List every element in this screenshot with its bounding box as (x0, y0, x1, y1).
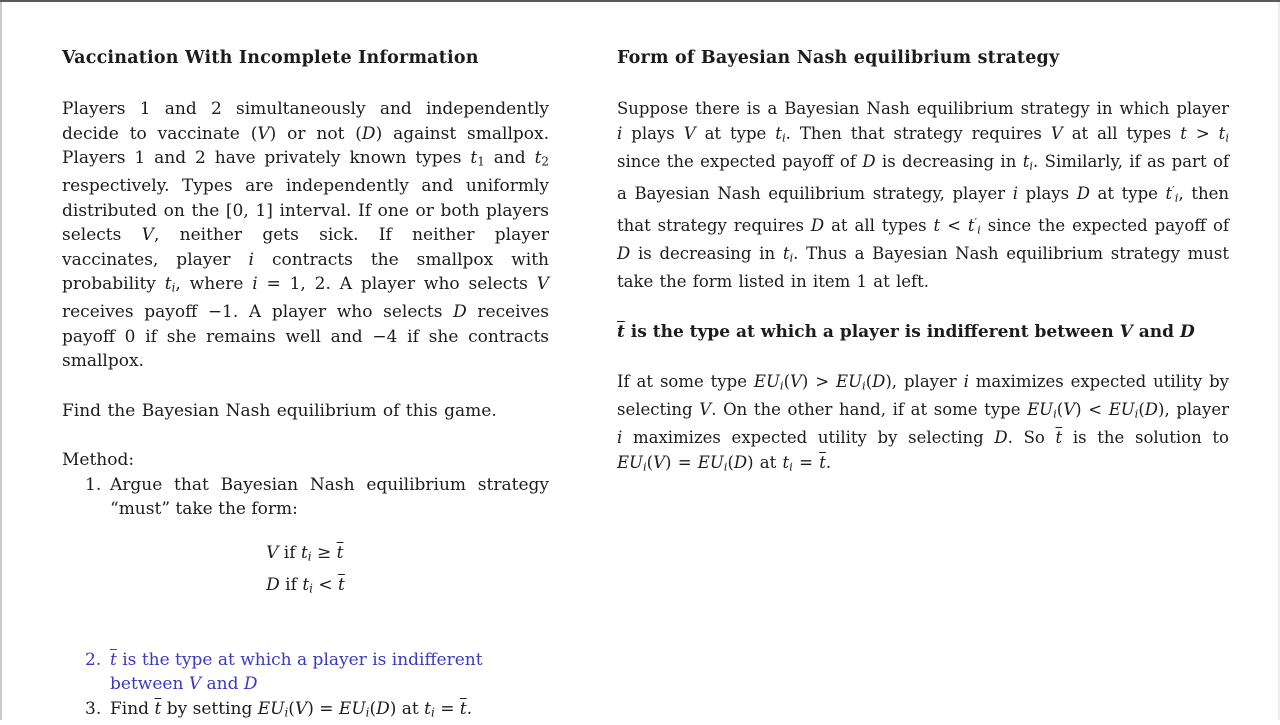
text-run: receives payoff −1. A player who selects (62, 302, 454, 323)
solution-paragraph (617, 370, 1229, 479)
text-run: plays (1018, 183, 1077, 203)
text-run: If at some type (617, 372, 754, 392)
item-number: 2. (85, 649, 102, 670)
text-run: D (1076, 183, 1090, 203)
text-run: if (279, 575, 303, 596)
text-run: i (307, 549, 312, 564)
setup-paragraph (62, 97, 549, 374)
text-run: Find (110, 698, 155, 719)
text-run: t (164, 274, 172, 295)
method-item-2 (62, 648, 549, 697)
text-run: and (201, 674, 244, 695)
text-run: ) < (1075, 400, 1109, 420)
text-run: V (141, 225, 154, 246)
text-run: D (453, 302, 467, 323)
text-run: ) at (747, 452, 783, 472)
text-run: 1 (477, 154, 485, 169)
text-run: ) against smallpox. Players 1 and 2 have privately known types (62, 123, 549, 168)
item-text (110, 473, 549, 522)
text-run: t (470, 148, 478, 168)
text-run: i (1012, 183, 1018, 203)
text-run: = (434, 698, 460, 719)
text-run: ′ (1172, 182, 1175, 197)
text-run: ( (646, 452, 654, 472)
text-run: i (252, 274, 258, 295)
method-item-1 (62, 473, 549, 522)
task-paragraph (62, 399, 549, 424)
text-run: i (1053, 406, 1057, 421)
text-run: EU (753, 372, 780, 392)
text-run: = (792, 452, 820, 472)
text-run: Players 1 and 2 simultaneously and independently decide to vaccinate ( (62, 99, 549, 144)
text-run: maximizes expected utility by selecting (622, 428, 995, 448)
text-run: D (733, 452, 748, 472)
text-run: ( (369, 698, 377, 719)
text-run: D (361, 123, 376, 144)
text-run: < (940, 215, 968, 235)
text-run: EU (836, 372, 862, 392)
text-run: if (278, 542, 301, 563)
text-run: ) at (389, 698, 425, 719)
text-run: i (171, 280, 176, 295)
text-run: , where (175, 274, 253, 295)
text-run: i (789, 250, 794, 265)
text-run: is the solution to (1062, 428, 1229, 448)
left-title: Vaccination With Incomplete Information (62, 48, 479, 68)
text-run: D (872, 372, 886, 392)
text-run: $\overline{t}$ (1055, 428, 1063, 448)
item-text (110, 697, 549, 725)
text-run: V (683, 123, 696, 143)
text-run: EU (1027, 400, 1054, 420)
text-run: D (376, 698, 390, 719)
text-run: and (1132, 321, 1180, 342)
text-run: . (466, 698, 473, 719)
text-run: Argue that Bayesian Nash equilibrium strategy “must” take the form: (110, 474, 549, 520)
text-run: D (1179, 321, 1195, 342)
text-run: D (862, 151, 876, 171)
text-run: contracts the smallpox with probability (62, 249, 549, 295)
text-run: EU (1108, 400, 1135, 420)
text-run: $\overline{t}$ (819, 452, 826, 472)
text-run: D (266, 575, 280, 596)
left-column (62, 46, 549, 725)
text-run: D (243, 674, 258, 695)
text-run: V (188, 674, 202, 695)
text-run: i (617, 123, 623, 143)
text-run: at all types (824, 215, 934, 235)
text-run: . Then that strategy requires (785, 123, 1051, 143)
text-run: i (617, 428, 623, 448)
text-run: maximizes expected utility by selecting (617, 372, 1229, 420)
text-run: ) = (665, 452, 698, 472)
text-run: at all types (1062, 123, 1181, 143)
text-run: i (642, 459, 647, 474)
text-run: is the type at which a player is indifferent between (110, 649, 483, 695)
text-run: ), player (1158, 400, 1229, 420)
strategy-form-equation (62, 539, 549, 604)
text-run: D (994, 428, 1008, 448)
text-run: EU (257, 698, 285, 719)
text-run: V (1063, 400, 1076, 420)
text-run: ′ (974, 214, 978, 229)
text-run: at type (1089, 183, 1166, 203)
text-run: t (933, 215, 941, 235)
text-run: ( (1138, 400, 1145, 420)
text-run: $\overline{t}$ (154, 698, 162, 719)
text-run: $\overline{t}$ (459, 698, 467, 719)
text-run: ) > (801, 372, 837, 392)
text-run: $\overline{t}$ (617, 321, 625, 342)
text-run: . On the other hand, if at some type (711, 400, 1028, 420)
text-run: is decreasing in (875, 151, 1023, 171)
text-run: i (365, 705, 370, 720)
text-run: i (789, 459, 793, 474)
text-run: ( (727, 452, 734, 472)
text-run: . So (1007, 428, 1056, 448)
text-run: is decreasing in (630, 244, 783, 263)
text-run: D (617, 244, 631, 263)
text-run: i (862, 378, 866, 393)
text-run: ( (288, 698, 295, 719)
method-list (62, 473, 549, 725)
text-run: t (1218, 123, 1226, 143)
text-run: , neither gets sick. If neither player vaccinates, player (62, 225, 550, 270)
text-run: EU (697, 452, 724, 472)
text-run: i (284, 705, 289, 720)
text-run: V (653, 452, 666, 472)
text-run: , then that strategy requires (617, 183, 1229, 235)
text-run: V (790, 372, 802, 392)
text-run: at type (695, 123, 776, 143)
text-run: i (1029, 158, 1034, 173)
text-run: $\overline{t}$ (336, 542, 344, 563)
text-run: and (484, 148, 535, 168)
text-run: i (248, 249, 254, 270)
text-run: t (302, 575, 310, 596)
right-title: Form of Bayesian Nash equilibrium strategy (617, 48, 1060, 68)
text-run: ) = (307, 698, 339, 719)
text-run: EU (617, 452, 643, 472)
text-run: V (1050, 123, 1063, 143)
equation-line-d (266, 571, 345, 604)
text-run: since the expected payoff of (617, 151, 863, 171)
text-run: i (1134, 406, 1139, 421)
text-run: . Similarly, if as part of a Bayesian Nash equilibrium strategy, player (617, 151, 1229, 203)
text-run: D (1144, 400, 1159, 420)
text-run: respectively. Types are independently and uniformly distributed on the [0, 1] interval. If one or both players selects (62, 176, 549, 246)
text-run: i (1225, 130, 1230, 145)
text-run: t (782, 244, 790, 263)
text-run: t (1180, 123, 1187, 143)
equation-line-v (266, 539, 345, 572)
text-run: t (782, 452, 790, 472)
text-run: ) or not ( (269, 123, 362, 144)
text-run: ( (865, 372, 873, 392)
text-run: t (534, 148, 542, 168)
text-run: t (1022, 151, 1030, 171)
text-run: < (312, 575, 339, 596)
text-run: t (775, 123, 782, 143)
text-run: i (781, 130, 786, 145)
indifference-heading (617, 320, 1229, 345)
text-run: Suppose there is a Bayesian Nash equilibrium strategy in which player (617, 99, 1229, 118)
text-run: i (963, 372, 969, 392)
text-run: t (300, 542, 308, 563)
text-run: ), player (885, 372, 964, 392)
item-number: 3. (85, 698, 102, 719)
item-text (110, 648, 549, 697)
text-run: is the type at which a player is indifferent between (624, 321, 1120, 342)
equation-lines (266, 539, 345, 604)
text-run: Find the Bayesian Nash equilibrium of this game. (62, 400, 497, 421)
text-run: V (699, 400, 712, 420)
argument-paragraph (617, 97, 1229, 295)
text-run: since the expected payoff of (980, 215, 1229, 235)
text-run: plays (622, 123, 684, 143)
method-label: Method: (62, 450, 135, 471)
text-run: ( (1056, 400, 1064, 420)
text-run: V (266, 542, 279, 563)
text-run: receives payoff 0 if she remains well and −4 if she contracts smallpox. (62, 302, 550, 372)
text-run: . (825, 452, 832, 472)
text-run: = 1, 2. A player who selects (257, 274, 537, 295)
text-run: V (294, 698, 308, 719)
text-run: V (536, 274, 549, 295)
text-run: ≥ (311, 542, 337, 563)
text-run: $\overline{t}$ (338, 575, 345, 596)
text-run: t (424, 698, 432, 719)
text-run: i (779, 378, 784, 393)
method-item-3 (62, 697, 549, 725)
text-run: i (1174, 190, 1179, 205)
text-run: i (431, 705, 435, 720)
text-run: > (1186, 123, 1219, 143)
text-run: ( (783, 372, 790, 392)
text-run: by setting (161, 698, 258, 719)
text-run: . Thus a Bayesian Nash equilibrium strategy must take the form listed in item 1 at left. (617, 244, 1230, 292)
text-run: t (1165, 183, 1173, 203)
item-number: 1. (85, 474, 102, 495)
text-run: i (977, 222, 981, 237)
text-run: 2 (541, 154, 549, 169)
text-run: V (257, 123, 270, 144)
text-run: i (309, 581, 313, 596)
text-run: D (810, 215, 825, 235)
text-run: t (967, 215, 975, 235)
text-run: EU (338, 698, 366, 719)
text-run: V (1119, 321, 1133, 342)
right-column (617, 46, 1229, 504)
text-run: i (723, 459, 728, 474)
text-run: $\overline{t}$ (110, 649, 117, 670)
